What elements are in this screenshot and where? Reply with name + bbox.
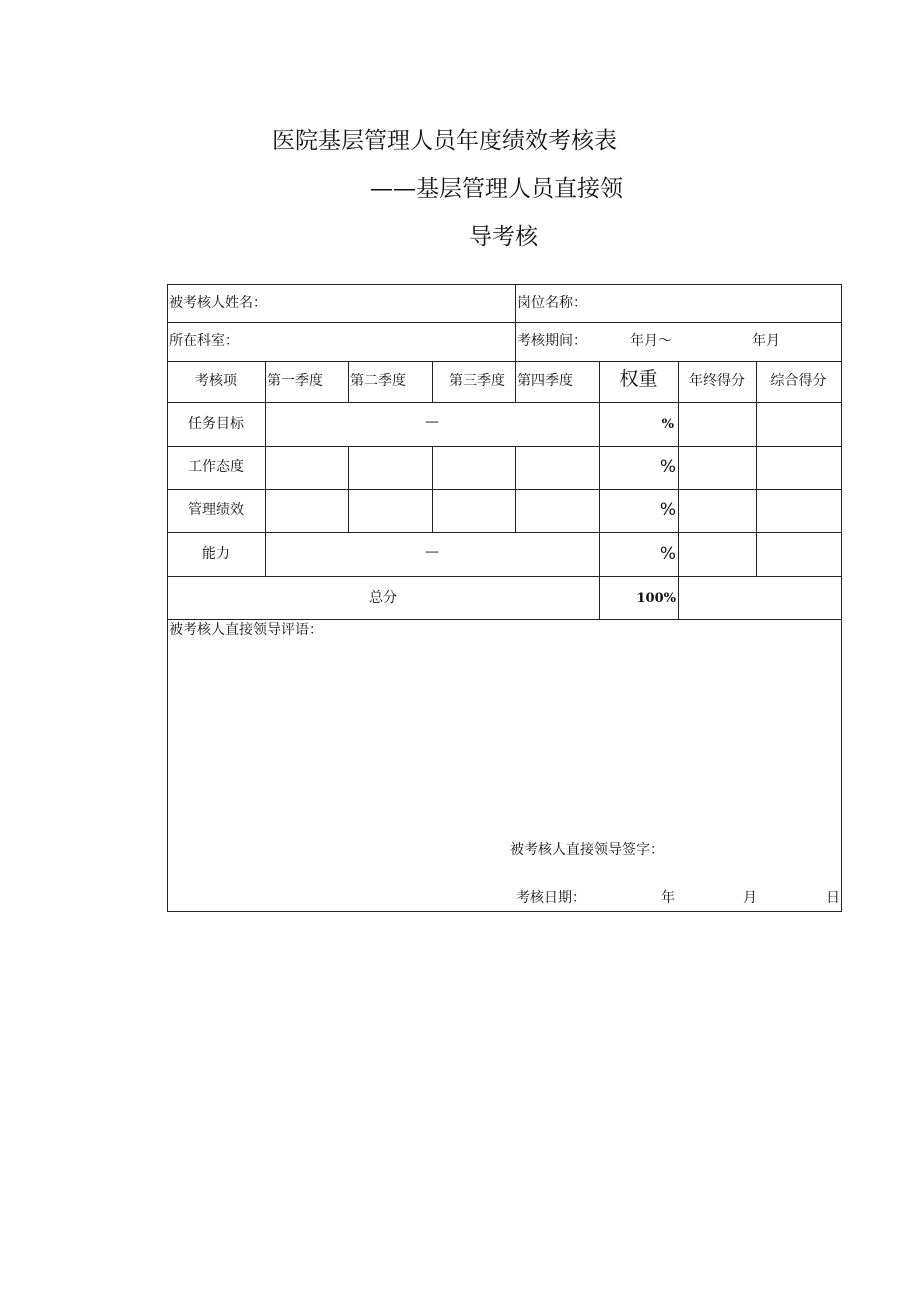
- table-rule-v: [348, 446, 349, 532]
- row-merged-dash: —: [425, 544, 439, 560]
- table-rule-v: [678, 361, 679, 619]
- header-year-score: 年终得分: [689, 373, 745, 389]
- date-year: 年: [661, 890, 675, 906]
- document-title: 医院基层管理人员年度绩效考核表: [272, 128, 617, 154]
- row-weight: %: [661, 417, 674, 432]
- comments-label: 被考核人直接领导评语：: [169, 622, 323, 638]
- row-weight: %: [659, 457, 676, 477]
- row-merged-dash: —: [425, 414, 439, 430]
- table-rule-v: [599, 361, 600, 619]
- table-border-bottom: [167, 911, 842, 912]
- date-month: 月: [743, 890, 757, 906]
- table-rule: [167, 489, 842, 490]
- name-label: 被考核人姓名：: [169, 295, 267, 311]
- header-q4: 第四季度: [517, 373, 573, 389]
- assessment-form: [167, 284, 842, 912]
- table-rule-v: [756, 361, 757, 576]
- header-total-score: 综合得分: [770, 373, 827, 389]
- table-rule-v: [515, 446, 516, 532]
- document-subtitle-cont: 导考核: [469, 224, 538, 250]
- date-label: 考核日期：: [516, 890, 586, 906]
- row-weight: %: [659, 544, 676, 564]
- table-rule-v: [515, 284, 516, 402]
- table-rule-v: [432, 446, 433, 532]
- header-q3: 第三季度: [449, 373, 505, 389]
- table-rule: [167, 446, 842, 447]
- header-q2: 第二季度: [350, 373, 406, 389]
- total-weight: 100%: [636, 591, 676, 606]
- table-rule: [167, 532, 842, 533]
- row-weight: %: [659, 500, 676, 520]
- header-item: 考核项: [195, 373, 237, 389]
- position-label: 岗位名称：: [517, 295, 587, 311]
- department-label: 所在科室：: [169, 333, 239, 349]
- table-rule-v: [348, 361, 349, 402]
- header-q1: 第一季度: [267, 373, 323, 389]
- row-item-label: 管理绩效: [188, 502, 244, 518]
- row-item-label: 能力: [202, 546, 230, 562]
- header-weight: 权重: [619, 368, 658, 390]
- total-label: 总分: [369, 590, 397, 606]
- row-item-label: 任务目标: [188, 416, 244, 432]
- period-to: 年月: [752, 333, 780, 349]
- date-day: 日: [826, 890, 840, 906]
- table-rule: [167, 576, 842, 577]
- row-item-label: 工作态度: [188, 459, 244, 475]
- period-from: 年月～: [630, 333, 672, 349]
- period-label: 考核期间：: [517, 333, 587, 349]
- table-rule: [167, 322, 842, 323]
- table-rule: [167, 361, 842, 362]
- document-subtitle: ——基层管理人员直接领: [370, 176, 623, 202]
- table-border-top: [167, 284, 842, 285]
- table-border-right: [841, 284, 842, 912]
- signature-label: 被考核人直接领导签字：: [510, 842, 664, 858]
- table-rule: [167, 402, 842, 403]
